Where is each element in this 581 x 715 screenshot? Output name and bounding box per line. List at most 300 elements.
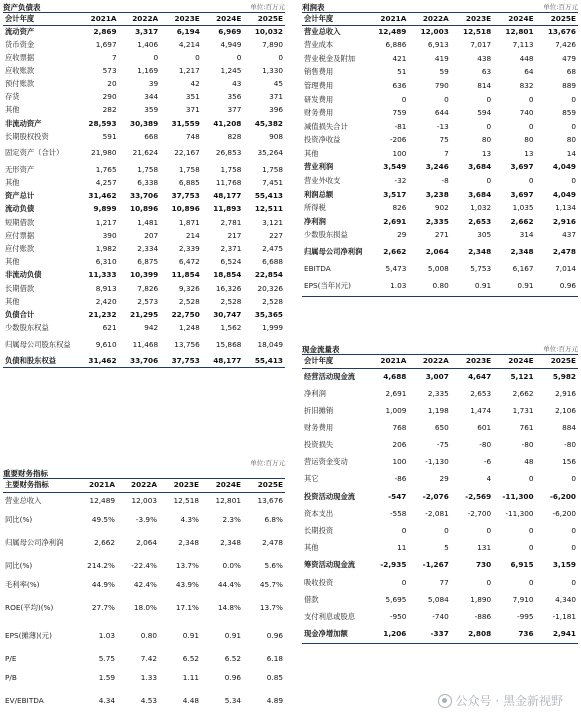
row-value: 21,980 — [91, 148, 117, 158]
table-row — [302, 368, 578, 385]
row-value: 7,014 — [555, 264, 576, 274]
income-statement-table — [302, 13, 578, 297]
row-value: 2,653 — [470, 388, 492, 398]
table-row — [302, 276, 578, 296]
row-label: 长期投资 — [304, 526, 334, 536]
row-value: 11 — [397, 543, 407, 553]
table-row — [302, 202, 578, 216]
row-value: 7,826 — [137, 283, 159, 293]
row-value: -8 — [441, 176, 449, 186]
row-value: 1,562 — [220, 323, 242, 333]
table-row — [3, 243, 285, 256]
income-statement-unit: 单位:百万元 — [543, 3, 578, 11]
header-year-cell: 2024E — [493, 355, 535, 368]
row-value: 45 — [273, 79, 283, 89]
row-value: 6.52 — [224, 654, 241, 664]
row-label: 净利润 — [304, 388, 326, 398]
row-value: 1,198 — [427, 405, 449, 415]
row-label: 同比(%) — [5, 561, 33, 571]
row-value: 479 — [562, 53, 576, 63]
row-value: 7 — [111, 52, 117, 62]
row-value: 2,653 — [468, 216, 492, 226]
row-value: 621 — [102, 323, 117, 333]
row-value: 41,208 — [213, 118, 242, 128]
row-label: 流动负债 — [5, 204, 35, 214]
table-row — [3, 335, 285, 355]
table-row — [3, 131, 285, 144]
row-value: 4.89 — [243, 687, 285, 715]
row-value: 2,475 — [262, 243, 283, 253]
row-value: 2,662 — [383, 247, 407, 257]
row-value: 748 — [185, 131, 200, 141]
table-row — [3, 594, 285, 622]
row-label: 应付票据 — [5, 230, 35, 240]
table-row — [3, 25, 285, 38]
row-value: 1,009 — [385, 405, 407, 415]
row-value: 0 — [571, 543, 576, 553]
table-row — [302, 175, 578, 189]
row-label: EPS(摊薄)(元) — [5, 630, 52, 640]
table-row — [3, 687, 285, 715]
row-value: 5,473 — [385, 264, 407, 274]
row-value: 33,706 — [130, 191, 159, 201]
table-row — [302, 25, 578, 39]
row-value: 2,691 — [385, 388, 407, 398]
income-statement-panel — [302, 3, 578, 297]
table-row — [302, 437, 578, 454]
row-value: 0 — [236, 52, 242, 62]
table-row — [302, 147, 578, 161]
row-value: 0.91 — [493, 276, 535, 296]
row-value: 4,049 — [552, 162, 576, 172]
row-value: 12,511 — [254, 204, 283, 214]
table-header-row — [3, 479, 285, 492]
table-row — [3, 511, 285, 530]
row-value: 573 — [102, 65, 117, 75]
row-label: 投资活动现金流 — [304, 491, 356, 501]
cash-flow-header — [302, 345, 578, 355]
row-value: 884 — [562, 422, 576, 432]
row-label: P/E — [5, 654, 17, 664]
row-value: 131 — [477, 543, 492, 553]
row-value: 437 — [562, 230, 576, 240]
table-row — [302, 557, 578, 574]
header-year-cell: 2025E — [536, 13, 578, 25]
row-label: 其他 — [5, 178, 20, 188]
table-row — [302, 66, 578, 80]
row-value: 4.53 — [117, 687, 159, 715]
row-value: 2,339 — [178, 243, 200, 253]
income-statement-title: 利润表 — [302, 3, 325, 12]
table-row — [302, 471, 578, 488]
row-label: 应收票据 — [5, 52, 35, 62]
row-value: 6,167 — [512, 264, 534, 274]
key-ratios-title: 重要财务指标 — [3, 469, 48, 478]
row-value: 3,684 — [468, 189, 492, 199]
row-value: 12,801 — [215, 496, 241, 506]
row-label: 毛利率(%) — [5, 579, 40, 589]
row-value: 0.80 — [140, 630, 157, 640]
row-value: 1,206 — [366, 626, 408, 643]
header-year-cell: 2021A — [75, 479, 117, 492]
header-year-cell: 2021A — [366, 13, 408, 25]
header-year-cell: 2022A — [117, 479, 159, 492]
table-header-row — [3, 13, 285, 25]
row-value: 1,758 — [220, 164, 242, 174]
row-value: 390 — [102, 230, 117, 240]
row-value: 77 — [439, 577, 449, 587]
income-statement-header — [302, 3, 578, 13]
row-value: 3,317 — [135, 26, 159, 36]
table-row — [3, 104, 285, 117]
row-value: 17.1% — [175, 602, 199, 612]
row-value: 207 — [144, 230, 159, 240]
table-row — [3, 622, 285, 650]
row-value: 5,982 — [552, 371, 576, 381]
row-value: 2,528 — [220, 296, 242, 306]
header-year-cell: 2023E — [451, 13, 493, 25]
balance-sheet-header — [3, 3, 285, 13]
row-value: 6,338 — [137, 178, 159, 188]
row-value: 7,451 — [262, 178, 283, 188]
row-label: 营运资金变动 — [304, 457, 348, 467]
row-value: 0 — [486, 94, 492, 104]
row-value: 26,853 — [215, 148, 242, 158]
row-label: 同比(%) — [5, 514, 33, 524]
header-year-cell: 2025E — [243, 479, 285, 492]
row-value: 0 — [571, 121, 576, 131]
row-value: 1,481 — [137, 217, 159, 227]
row-label: 筹资活动现金流 — [304, 560, 356, 570]
table-row — [302, 574, 578, 591]
row-value: 48,177 — [213, 191, 242, 201]
row-value: 0.96 — [224, 672, 241, 682]
row-value: 4.34 — [75, 687, 117, 715]
table-row — [3, 309, 285, 322]
header-year-cell: 2022A — [408, 355, 450, 368]
cash-flow-panel — [302, 345, 578, 644]
table-row — [3, 576, 285, 595]
row-value: 1,217 — [95, 217, 117, 227]
table-row — [302, 402, 578, 419]
row-label: EPS(当年)(元) — [302, 276, 366, 296]
row-value: -22.4% — [131, 561, 157, 571]
row-value: 7 — [444, 148, 449, 158]
row-value: 1,245 — [220, 65, 242, 75]
watermark-text: 公众号 · 黑金新视野 — [455, 694, 563, 708]
table-row — [302, 385, 578, 402]
row-value: 5.75 — [98, 654, 115, 664]
cash-flow-unit: 单位:百万元 — [543, 345, 578, 353]
row-value: 9,899 — [93, 204, 117, 214]
row-value: 0 — [571, 94, 576, 104]
row-value: 2,106 — [555, 405, 576, 415]
row-value: 2,064 — [136, 537, 157, 547]
row-value: 344 — [144, 92, 159, 102]
row-value: 214.2% — [87, 561, 115, 571]
row-value: 2,808 — [451, 626, 493, 643]
row-value: 282 — [102, 105, 117, 115]
row-value: -337 — [408, 626, 450, 643]
row-value: 3,697 — [510, 189, 534, 199]
row-value: -32 — [394, 176, 407, 186]
table-row — [302, 506, 578, 523]
row-label: ROE(平均)(%) — [5, 602, 54, 612]
row-value: 6,688 — [262, 257, 283, 267]
row-value: 31,462 — [88, 191, 117, 201]
row-value: 22,750 — [171, 309, 200, 319]
row-value: 2,916 — [555, 388, 576, 398]
row-value: 1,982 — [95, 243, 117, 253]
table-row — [3, 229, 285, 242]
row-value: 63 — [481, 67, 492, 77]
row-label: 经营活动现金流 — [304, 371, 356, 381]
row-value: 75 — [439, 135, 449, 145]
row-value: 351 — [185, 92, 200, 102]
row-value: 601 — [477, 422, 492, 432]
row-value: 4.3% — [180, 514, 199, 524]
row-value: 12,489 — [378, 26, 407, 36]
row-value: 10,399 — [130, 270, 159, 280]
row-value: 12,489 — [89, 496, 115, 506]
row-label: 财务费用 — [304, 108, 334, 118]
row-value: 18.0% — [133, 602, 157, 612]
row-value: 0 — [486, 577, 492, 587]
row-value: 2,420 — [95, 296, 117, 306]
row-label: 营业利润 — [304, 162, 334, 172]
row-value: 45.7% — [259, 579, 283, 589]
row-value: 6,913 — [427, 40, 449, 50]
row-value: 51 — [397, 67, 407, 77]
row-value: 828 — [227, 131, 242, 141]
header-year-cell: 2024E — [201, 479, 243, 492]
row-value: -950 — [389, 611, 407, 621]
row-value: 18,049 — [257, 339, 283, 349]
row-value: 7,890 — [262, 39, 283, 49]
table-row — [3, 177, 285, 190]
row-label: 长期借款 — [5, 283, 35, 293]
table-row — [3, 117, 285, 130]
header-year-cell: 2021A — [77, 13, 119, 25]
table-row — [3, 529, 285, 557]
row-label: 管理费用 — [304, 80, 334, 90]
row-value: -6,200 — [552, 508, 576, 518]
row-value: 1,248 — [178, 323, 200, 333]
row-value: 217 — [227, 230, 242, 240]
row-label: 归属母公司净利润 — [5, 537, 64, 547]
row-value: 0.85 — [266, 672, 283, 682]
table-row — [3, 282, 285, 295]
header-label-cell: 主要财务指标 — [3, 479, 75, 492]
row-value: 14.8% — [217, 602, 241, 612]
row-value: 2,573 — [137, 296, 159, 306]
row-label: 应付账款 — [5, 243, 35, 253]
row-value: 22,167 — [174, 148, 200, 158]
row-value: 3,517 — [383, 189, 407, 199]
table-row — [302, 488, 578, 505]
table-row — [302, 523, 578, 540]
row-label: 负债合计 — [5, 309, 35, 319]
header-year-cell: 2023E — [159, 479, 201, 492]
row-value: 0 — [444, 526, 449, 536]
row-label: 营业总收入 — [5, 496, 42, 506]
row-value: 0 — [571, 176, 576, 186]
row-value: 421 — [392, 53, 407, 63]
row-label: 预付账款 — [5, 79, 35, 89]
row-value: 45,382 — [254, 118, 283, 128]
row-value: 1,697 — [95, 39, 117, 49]
row-value: 9,326 — [178, 283, 200, 293]
row-label: 非流动资产 — [5, 118, 42, 128]
row-value: 5.6% — [264, 561, 283, 571]
row-value: 736 — [493, 626, 535, 643]
row-value: 7,426 — [555, 40, 576, 50]
row-value: 11,768 — [215, 178, 242, 188]
row-value: 5,753 — [470, 264, 492, 274]
row-value: 206 — [392, 440, 407, 450]
row-value: 2,335 — [425, 216, 449, 226]
row-value: 44.4% — [217, 579, 241, 589]
row-value: -2,081 — [425, 508, 449, 518]
row-value: 314 — [519, 230, 534, 240]
watermark — [438, 692, 563, 709]
row-value: 5,008 — [427, 264, 449, 274]
row-value: 13 — [481, 148, 492, 158]
table-header-row — [302, 355, 578, 368]
row-value: 2,528 — [262, 296, 283, 306]
row-value: 0 — [528, 474, 534, 484]
row-label: 负债和股东权益 — [3, 355, 77, 368]
row-value: 5,121 — [510, 371, 534, 381]
row-label: 借款 — [304, 594, 319, 604]
row-value: -80 — [479, 440, 492, 450]
row-value: 55,413 — [254, 191, 283, 201]
row-value: 305 — [477, 230, 492, 240]
row-value: 1.11 — [182, 672, 199, 682]
header-year-cell: 2023E — [451, 355, 493, 368]
row-value: 18,854 — [213, 270, 242, 280]
row-value: 591 — [102, 131, 117, 141]
row-value: 6,885 — [178, 178, 200, 188]
row-label: 固定资产（合计） — [5, 148, 64, 158]
row-value: 12,003 — [131, 496, 157, 506]
row-value: 64 — [524, 67, 534, 77]
row-value: 3,684 — [468, 162, 492, 172]
table-row — [3, 144, 285, 164]
row-value: 42 — [190, 79, 200, 89]
table-row — [3, 492, 285, 511]
row-value: 11,854 — [171, 270, 200, 280]
row-value: 0 — [528, 526, 534, 536]
table-row — [3, 203, 285, 216]
row-value: 156 — [562, 457, 576, 467]
row-value: 644 — [434, 108, 449, 118]
row-value: 227 — [269, 230, 283, 240]
row-value: 7.42 — [140, 654, 157, 664]
row-label: 财务费用 — [304, 422, 334, 432]
row-value: 48 — [524, 457, 534, 467]
row-value: -1,130 — [425, 457, 449, 467]
table-row — [3, 322, 285, 335]
row-value: 0 — [401, 577, 407, 587]
row-value: 790 — [434, 80, 449, 90]
row-label: 存货 — [5, 92, 20, 102]
row-value: 22,854 — [254, 270, 283, 280]
row-label: 折旧摊销 — [304, 405, 334, 415]
row-value: 6,194 — [176, 26, 200, 36]
row-value: 0 — [486, 176, 492, 186]
row-value: -1,181 — [552, 611, 576, 621]
row-value: 4,257 — [95, 178, 117, 188]
row-label: 资产总计 — [5, 191, 35, 201]
row-value: 761 — [519, 422, 534, 432]
row-value: 2,528 — [178, 296, 200, 306]
row-value: 2,691 — [383, 216, 407, 226]
table-row — [302, 540, 578, 557]
row-value: 37,753 — [171, 191, 200, 201]
row-value: 9,610 — [95, 339, 117, 349]
row-value: -206 — [389, 135, 407, 145]
row-value: 5,084 — [427, 594, 449, 604]
table-row — [3, 216, 285, 229]
row-value: 7,017 — [470, 40, 492, 50]
row-value: 2,662 — [512, 388, 534, 398]
row-value: 6.8% — [264, 514, 283, 524]
row-value: 0.80 — [408, 276, 450, 296]
row-label: 少数股东权益 — [5, 323, 49, 333]
row-value: 27.7% — [91, 602, 115, 612]
row-value: 8,913 — [95, 283, 117, 293]
row-label: EV/EBITDA — [3, 687, 75, 715]
row-value: 37,753 — [160, 355, 202, 368]
row-value: 4 — [486, 474, 492, 484]
row-value: -2,700 — [467, 508, 492, 518]
row-value: 3,238 — [425, 189, 449, 199]
row-value: 1,032 — [470, 203, 492, 213]
row-value: 1,134 — [555, 203, 576, 213]
row-value: 2,064 — [425, 247, 449, 257]
key-ratios-unit: 单位:百万元 — [250, 459, 285, 467]
key-ratios-panel — [3, 459, 285, 715]
row-value: -81 — [394, 121, 407, 131]
row-value: 42.4% — [133, 579, 157, 589]
row-value: 12,518 — [463, 26, 492, 36]
header-year-cell: 2024E — [493, 13, 535, 25]
row-value: 12,801 — [505, 26, 534, 36]
row-value: 0 — [571, 526, 576, 536]
row-value: -11,300 — [505, 508, 534, 518]
table-row — [3, 163, 285, 176]
row-value: 0.91 — [182, 630, 199, 640]
row-value: 1,406 — [137, 39, 159, 49]
header-label-cell: 会计年度 — [3, 13, 77, 25]
table-row — [3, 295, 285, 308]
row-value: 43 — [232, 79, 242, 89]
row-value: 3,159 — [552, 560, 576, 570]
table-row — [302, 609, 578, 626]
row-value: 13,756 — [174, 339, 200, 349]
header-year-cell: 2025E — [243, 13, 285, 25]
row-value: 371 — [185, 105, 200, 115]
wechat-icon — [438, 694, 452, 708]
table-row — [302, 215, 578, 229]
row-value: 80 — [524, 135, 534, 145]
row-value: 377 — [227, 105, 242, 115]
table-row — [302, 591, 578, 608]
table-row — [302, 626, 578, 643]
row-value: 2,348 — [468, 247, 492, 257]
row-value: 814 — [477, 80, 492, 90]
